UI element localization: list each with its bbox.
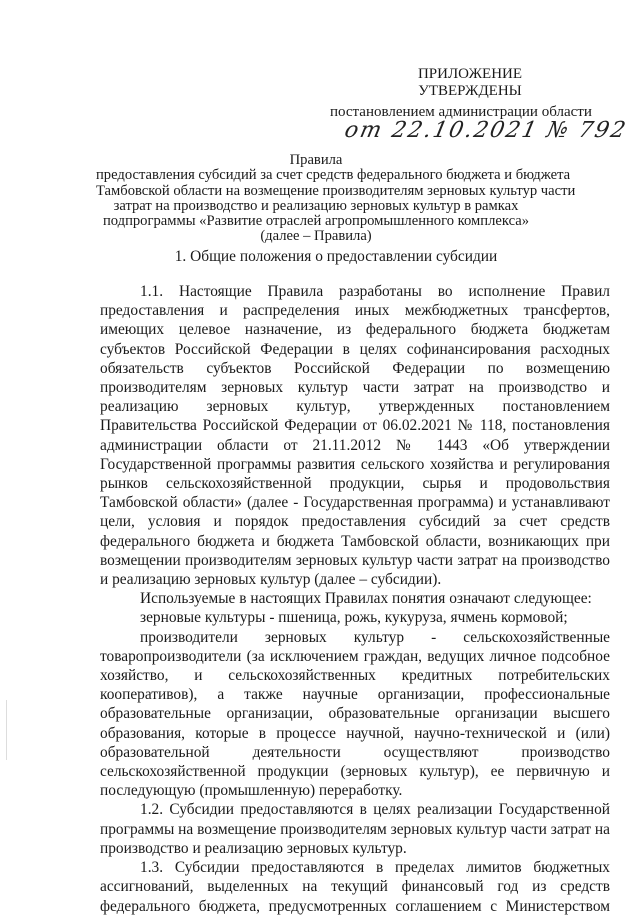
- body-line: зерновые культуры - пшеница, рожь, кукуруза, ячмень кормовой;: [140, 609, 568, 627]
- body-line: образования, которые в процессе научной, научно-технической и (или): [100, 724, 610, 742]
- body-line: федерального бюджета, предусмотренных соглашением с Министерством: [100, 897, 610, 915]
- body-line: администрации области от 21.11.2012 № 1443 «Об утверждении: [100, 436, 610, 454]
- title-line: (далее – Правила): [260, 228, 372, 245]
- body-line: последующую (промышленную) переработку.: [100, 782, 403, 800]
- body-line: обязательств субъектов Российской Федерации по возмещению: [100, 359, 610, 377]
- document-title: [96, 152, 576, 245]
- body-line: Используемые в настоящих Правилах понятия означают следующее:: [140, 590, 592, 608]
- approved-label: УТВЕРЖДЕНЫ: [418, 83, 522, 99]
- scan-edge-mark: [6, 700, 7, 760]
- body-line: образовательные организации, образовательные организации высшего: [100, 705, 610, 723]
- body-line: субъектов Российской Федерации в целях софинансирования расходных: [100, 340, 610, 358]
- body-line: 1.3. Субсидии предоставляются в пределах лимитов бюджетных: [140, 859, 610, 877]
- body-line: имеющих целевое назначение, из федерального бюджета бюджетам: [100, 321, 610, 339]
- title-line: Тамбовской области на возмещение производителям зерновых культур части: [96, 182, 576, 199]
- body-line: предоставления и распределения иных межбюджетных трансфертов,: [100, 302, 610, 320]
- body-line: Тамбовской области» (далее - Государственная программа) и устанавливают: [100, 494, 610, 512]
- document-body: [100, 282, 610, 916]
- body-line: хозяйство, и сельскохозяйственных кредитных потребительских: [100, 667, 610, 685]
- decree-line: постановлением администрации области: [330, 104, 592, 120]
- body-line: кооперативов), а также научные организации, профессиональные: [100, 686, 610, 704]
- section-heading: 1. Общие положения о предоставлении субсидии: [174, 248, 498, 265]
- body-line: федерального бюджета и бюджета Тамбовской области, возникающих при: [100, 532, 610, 550]
- handwritten-date: от 22.10.2021 № 792: [342, 118, 630, 143]
- appendix-label: ПРИЛОЖЕНИЕ: [417, 66, 523, 82]
- body-line: возмещении производителям зерновых культур части затрат на производство: [100, 551, 610, 569]
- body-line: Правительства Российской Федерации от 06.02.2021 № 118, постановления: [100, 417, 610, 435]
- body-line: цели, условия и порядок предоставления субсидий за счет средств: [100, 513, 610, 531]
- body-line: производство и реализацию зерновых культур.: [100, 839, 407, 857]
- body-line: ассигнований, выделенных на текущий финансовый год из средств: [100, 878, 610, 896]
- body-line: реализацию зерновых культур, утвержденных постановлением: [100, 398, 610, 416]
- title-line: подпрограммы «Развитие отраслей агропромышленного комплекса»: [102, 213, 530, 230]
- body-line: программы на возмещение производителям зерновых культур части затрат на: [100, 820, 610, 838]
- body-line: образовательной деятельности осуществляют производство: [100, 743, 610, 761]
- title-line: предоставления субсидий за счет средств федерального бюджета и бюджета: [96, 167, 571, 184]
- body-line: 1.1. Настоящие Правила разработаны во исполнение Правил: [140, 283, 610, 300]
- body-line: производителям зерновых культур части затрат на производство и: [100, 379, 610, 397]
- appendix-header: [330, 66, 610, 100]
- body-line: и реализацию зерновых культур (далее – субсидии).: [100, 571, 442, 589]
- body-line: сельскохозяйственной продукции (зерновых культур), ее первичную и: [100, 763, 610, 781]
- body-line: Государственной программы развития сельского хозяйства и регулирования: [100, 455, 610, 473]
- title-line: затрат на производство и реализацию зерновых культур в рамках: [113, 197, 519, 214]
- body-line: производители зерновых культур - сельскохозяйственные: [140, 628, 610, 646]
- body-line: рынков сельскохозяйственной продукции, сырья и продовольствия: [100, 475, 610, 493]
- body-line: 1.2. Субсидии предоставляются в целях реализации Государственной: [140, 801, 610, 819]
- body-line: товаропроизводители (за исключением граждан, ведущих личное подсобное: [100, 647, 610, 665]
- title-line: Правила: [289, 152, 343, 168]
